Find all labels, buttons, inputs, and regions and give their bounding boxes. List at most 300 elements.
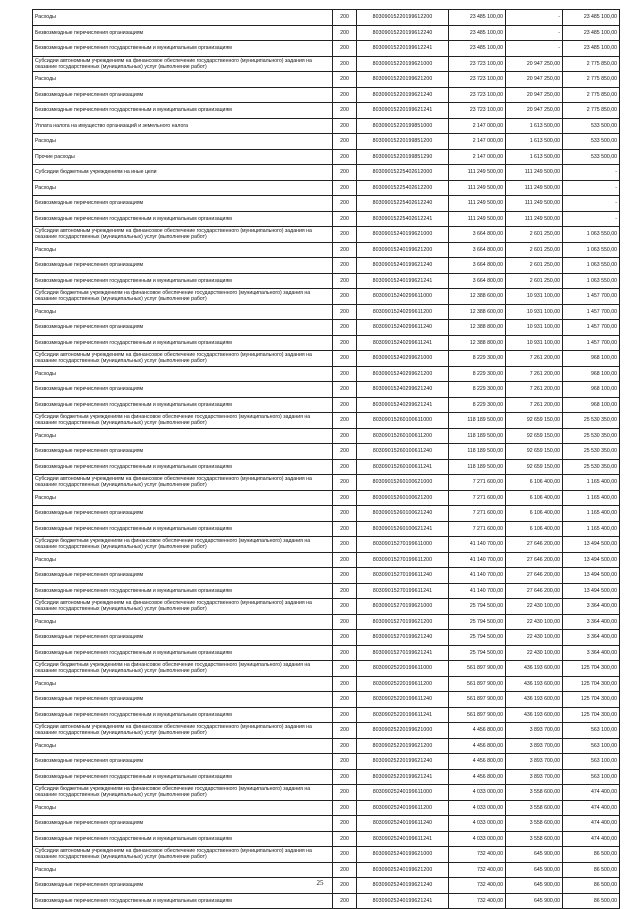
row-unexecuted-amount-cell: 2 775 850,00 <box>563 56 620 72</box>
row-name-cell: Субсидии бюджетным учреждениям на финансовое обеспечение государственного (муниципального) задания на оказание государственных (муниципальных) услуг (выполнение работ) <box>33 413 333 429</box>
row-name-cell: Безвозмездные перечисления организациям <box>33 692 333 708</box>
table-row <box>33 428 620 444</box>
row-unexecuted-amount-cell: 563 100,00 <box>563 738 620 754</box>
row-executed-amount-cell: 111 249 500,00 <box>506 165 563 181</box>
row-approved-amount-cell: 732 400,00 <box>449 878 506 894</box>
row-executed-amount-cell: 92 659 150,00 <box>506 444 563 460</box>
row-budget-code-cell: 80309025240199621200 <box>357 862 449 878</box>
row-code-cell: 200 <box>333 165 357 181</box>
row-unexecuted-amount-cell: 474 400,00 <box>563 785 620 801</box>
row-name-cell: Безвозмездные перечисления государственным и муниципальным организациям <box>33 645 333 661</box>
row-code-cell: 200 <box>333 56 357 72</box>
row-name-cell: Субсидии бюджетным учреждениям на финансовое обеспечение государственного (муниципального) задания на оказание государственных (муниципальных) услуг (выполнение работ) <box>33 537 333 553</box>
table-row <box>33 754 620 770</box>
table-row <box>33 335 620 351</box>
row-name-cell: Безвозмездные перечисления государственным и муниципальным организациям <box>33 831 333 847</box>
row-unexecuted-amount-cell: 125 704 300,00 <box>563 661 620 677</box>
table-row <box>33 304 620 320</box>
row-code-cell: 200 <box>333 785 357 801</box>
row-name-cell: Безвозмездные перечисления организациям <box>33 258 333 274</box>
row-approved-amount-cell: 8 229 300,00 <box>449 351 506 367</box>
row-unexecuted-amount-cell: 125 704 300,00 <box>563 692 620 708</box>
row-budget-code-cell: 80309015220199621000 <box>357 56 449 72</box>
table-row <box>33 723 620 739</box>
row-unexecuted-amount-cell: 25 530 350,00 <box>563 444 620 460</box>
row-approved-amount-cell: 111 249 500,00 <box>449 211 506 227</box>
row-code-cell: 200 <box>333 25 357 41</box>
row-approved-amount-cell: 41 140 700,00 <box>449 552 506 568</box>
row-code-cell: 200 <box>333 878 357 894</box>
row-unexecuted-amount-cell: 533 500,00 <box>563 149 620 165</box>
row-unexecuted-amount-cell: 13 494 500,00 <box>563 568 620 584</box>
row-executed-amount-cell: 10 931 100,00 <box>506 320 563 336</box>
table-row <box>33 506 620 522</box>
table-row <box>33 149 620 165</box>
row-code-cell: 200 <box>333 320 357 336</box>
row-budget-code-cell: 80309015240299621241 <box>357 397 449 413</box>
row-unexecuted-amount-cell: 1 457 700,00 <box>563 320 620 336</box>
row-budget-code-cell: 80309015240299611000 <box>357 289 449 305</box>
row-unexecuted-amount-cell: 125 704 300,00 <box>563 676 620 692</box>
row-name-cell: Расходы <box>33 428 333 444</box>
row-approved-amount-cell: 23 485 100,00 <box>449 10 506 26</box>
row-budget-code-cell: 80309015220199851290 <box>357 149 449 165</box>
row-budget-code-cell: 80309025240199611240 <box>357 816 449 832</box>
row-budget-code-cell: 80309025240199621241 <box>357 893 449 909</box>
row-executed-amount-cell: 7 261 200,00 <box>506 382 563 398</box>
row-executed-amount-cell: 2 601 250,00 <box>506 258 563 274</box>
row-executed-amount-cell: 2 601 250,00 <box>506 242 563 258</box>
table-row <box>33 56 620 72</box>
row-executed-amount-cell: 111 249 500,00 <box>506 180 563 196</box>
row-budget-code-cell: 80309015225402612241 <box>357 211 449 227</box>
row-name-cell: Безвозмездные перечисления организациям <box>33 568 333 584</box>
table-row <box>33 134 620 150</box>
row-approved-amount-cell: 23 723 100,00 <box>449 56 506 72</box>
row-name-cell: Безвозмездные перечисления государственным и муниципальным организациям <box>33 769 333 785</box>
row-approved-amount-cell: 732 400,00 <box>449 847 506 863</box>
row-name-cell: Безвозмездные перечисления государственным и муниципальным организациям <box>33 707 333 723</box>
row-approved-amount-cell: 4 033 000,00 <box>449 785 506 801</box>
row-approved-amount-cell: 561 897 900,00 <box>449 661 506 677</box>
row-budget-code-cell: 80309015220199851000 <box>357 118 449 134</box>
row-approved-amount-cell: 23 723 100,00 <box>449 103 506 119</box>
row-name-cell: Безвозмездные перечисления государственным и муниципальным организациям <box>33 521 333 537</box>
table-row <box>33 382 620 398</box>
row-unexecuted-amount-cell: 25 530 350,00 <box>563 413 620 429</box>
row-approved-amount-cell: 2 147 000,00 <box>449 118 506 134</box>
page-number: 25 <box>316 879 324 887</box>
row-executed-amount-cell: 3 893 700,00 <box>506 723 563 739</box>
row-unexecuted-amount-cell: 3 364 400,00 <box>563 630 620 646</box>
row-name-cell: Расходы <box>33 490 333 506</box>
row-approved-amount-cell: 3 664 800,00 <box>449 242 506 258</box>
table-row <box>33 180 620 196</box>
row-unexecuted-amount-cell: 474 400,00 <box>563 800 620 816</box>
row-approved-amount-cell: 732 400,00 <box>449 862 506 878</box>
row-code-cell: 200 <box>333 242 357 258</box>
row-code-cell: 200 <box>333 645 357 661</box>
row-code-cell: 200 <box>333 599 357 615</box>
row-unexecuted-amount-cell: - <box>563 165 620 181</box>
row-budget-code-cell: 80309025220199611240 <box>357 692 449 708</box>
row-approved-amount-cell: 12 388 800,00 <box>449 335 506 351</box>
row-approved-amount-cell: 23 723 100,00 <box>449 72 506 88</box>
row-executed-amount-cell: 27 646 200,00 <box>506 552 563 568</box>
row-executed-amount-cell: 22 430 100,00 <box>506 599 563 615</box>
row-code-cell: 200 <box>333 506 357 522</box>
row-budget-code-cell: 80309015260100621240 <box>357 506 449 522</box>
row-code-cell: 200 <box>333 614 357 630</box>
row-name-cell: Безвозмездные перечисления организациям <box>33 878 333 894</box>
row-unexecuted-amount-cell: 1 457 700,00 <box>563 289 620 305</box>
row-name-cell: Безвозмездные перечисления организациям <box>33 320 333 336</box>
row-unexecuted-amount-cell: 474 400,00 <box>563 816 620 832</box>
row-unexecuted-amount-cell: 1 165 400,00 <box>563 521 620 537</box>
row-code-cell: 200 <box>333 738 357 754</box>
row-approved-amount-cell: 2 147 000,00 <box>449 149 506 165</box>
row-approved-amount-cell: 7 271 600,00 <box>449 506 506 522</box>
table-row <box>33 258 620 274</box>
row-unexecuted-amount-cell: 1 063 550,00 <box>563 242 620 258</box>
row-budget-code-cell: 80309015240299611240 <box>357 320 449 336</box>
row-code-cell: 200 <box>333 304 357 320</box>
row-executed-amount-cell: 1 613 500,00 <box>506 149 563 165</box>
row-approved-amount-cell: 118 189 500,00 <box>449 413 506 429</box>
row-approved-amount-cell: 118 189 500,00 <box>449 428 506 444</box>
table-row <box>33 165 620 181</box>
row-code-cell: 200 <box>333 676 357 692</box>
row-budget-code-cell: 80309025220199611000 <box>357 661 449 677</box>
row-approved-amount-cell: 8 229 300,00 <box>449 397 506 413</box>
row-unexecuted-amount-cell: 474 400,00 <box>563 831 620 847</box>
row-budget-code-cell: 80309015240299621240 <box>357 382 449 398</box>
table-row <box>33 41 620 57</box>
row-approved-amount-cell: 111 249 500,00 <box>449 165 506 181</box>
row-name-cell: Расходы <box>33 10 333 26</box>
row-code-cell: 200 <box>333 862 357 878</box>
row-approved-amount-cell: 4 033 000,00 <box>449 816 506 832</box>
table-row <box>33 800 620 816</box>
row-unexecuted-amount-cell: 3 364 400,00 <box>563 645 620 661</box>
row-executed-amount-cell: 111 249 500,00 <box>506 211 563 227</box>
row-name-cell: Безвозмездные перечисления организациям <box>33 382 333 398</box>
row-code-cell: 200 <box>333 289 357 305</box>
table-row <box>33 351 620 367</box>
row-budget-code-cell: 80309015260100621000 <box>357 475 449 491</box>
row-unexecuted-amount-cell: 968 100,00 <box>563 351 620 367</box>
row-name-cell: Расходы <box>33 614 333 630</box>
row-budget-code-cell: 80309015240199621000 <box>357 227 449 243</box>
table-row <box>33 769 620 785</box>
row-name-cell: Безвозмездные перечисления организациям <box>33 816 333 832</box>
row-executed-amount-cell: 7 261 200,00 <box>506 366 563 382</box>
row-name-cell: Безвозмездные перечисления государственным и муниципальным организациям <box>33 103 333 119</box>
row-unexecuted-amount-cell: 125 704 300,00 <box>563 707 620 723</box>
row-executed-amount-cell: 645 900,00 <box>506 862 563 878</box>
row-unexecuted-amount-cell: 3 364 400,00 <box>563 599 620 615</box>
row-approved-amount-cell: 561 897 900,00 <box>449 692 506 708</box>
row-unexecuted-amount-cell: 563 100,00 <box>563 769 620 785</box>
row-executed-amount-cell: 10 931 100,00 <box>506 335 563 351</box>
row-approved-amount-cell: 561 897 900,00 <box>449 676 506 692</box>
row-budget-code-cell: 80309025220199611200 <box>357 676 449 692</box>
table-row <box>33 614 620 630</box>
row-code-cell: 200 <box>333 397 357 413</box>
row-executed-amount-cell: 1 613 500,00 <box>506 118 563 134</box>
row-executed-amount-cell: 3 893 700,00 <box>506 754 563 770</box>
table-row <box>33 847 620 863</box>
row-name-cell: Безвозмездные перечисления государственным и муниципальным организациям <box>33 583 333 599</box>
row-code-cell: 200 <box>333 227 357 243</box>
row-executed-amount-cell: 436 193 600,00 <box>506 692 563 708</box>
row-budget-code-cell: 80309025240199621000 <box>357 847 449 863</box>
row-code-cell: 200 <box>333 72 357 88</box>
row-executed-amount-cell: 6 106 400,00 <box>506 521 563 537</box>
row-unexecuted-amount-cell: 13 494 500,00 <box>563 552 620 568</box>
row-budget-code-cell: 80309015260100621200 <box>357 490 449 506</box>
row-unexecuted-amount-cell: 1 165 400,00 <box>563 506 620 522</box>
row-approved-amount-cell: 41 140 700,00 <box>449 568 506 584</box>
row-unexecuted-amount-cell: 3 364 400,00 <box>563 614 620 630</box>
table-row <box>33 459 620 475</box>
row-name-cell: Субсидии автономным учреждениям на финансовое обеспечение государственного (муниципального) задания на оказание государственных (муниципальных) услуг (выполнение работ) <box>33 599 333 615</box>
row-budget-code-cell: 80309025240199621240 <box>357 878 449 894</box>
row-approved-amount-cell: 25 794 500,00 <box>449 614 506 630</box>
row-name-cell: Прочие расходы <box>33 149 333 165</box>
table-row <box>33 72 620 88</box>
row-executed-amount-cell: 3 893 700,00 <box>506 738 563 754</box>
row-unexecuted-amount-cell: 1 457 700,00 <box>563 335 620 351</box>
row-unexecuted-amount-cell: 23 485 100,00 <box>563 41 620 57</box>
row-approved-amount-cell: 4 033 000,00 <box>449 800 506 816</box>
row-executed-amount-cell: 645 900,00 <box>506 847 563 863</box>
row-code-cell: 200 <box>333 444 357 460</box>
row-unexecuted-amount-cell: 968 100,00 <box>563 382 620 398</box>
row-code-cell: 200 <box>333 692 357 708</box>
row-unexecuted-amount-cell: 25 530 350,00 <box>563 459 620 475</box>
row-unexecuted-amount-cell: 2 775 850,00 <box>563 72 620 88</box>
row-code-cell: 200 <box>333 196 357 212</box>
row-budget-code-cell: 80309015270199611240 <box>357 568 449 584</box>
row-unexecuted-amount-cell: 1 063 550,00 <box>563 258 620 274</box>
row-name-cell: Расходы <box>33 180 333 196</box>
row-approved-amount-cell: 732 400,00 <box>449 893 506 909</box>
row-code-cell: 200 <box>333 10 357 26</box>
table-row <box>33 211 620 227</box>
table-row <box>33 320 620 336</box>
row-name-cell: Расходы <box>33 552 333 568</box>
row-approved-amount-cell: 118 189 500,00 <box>449 459 506 475</box>
row-budget-code-cell: 80309015260100611241 <box>357 459 449 475</box>
row-unexecuted-amount-cell: - <box>563 211 620 227</box>
row-unexecuted-amount-cell: 86 500,00 <box>563 862 620 878</box>
row-executed-amount-cell: 20 947 250,00 <box>506 103 563 119</box>
table-row <box>33 366 620 382</box>
row-name-cell: Расходы <box>33 800 333 816</box>
row-name-cell: Безвозмездные перечисления государственным и муниципальным организациям <box>33 335 333 351</box>
table-row <box>33 413 620 429</box>
row-budget-code-cell: 80309025220199621241 <box>357 769 449 785</box>
row-code-cell: 200 <box>333 769 357 785</box>
row-name-cell: Субсидии автономным учреждениям на финансовое обеспечение государственного (муниципального) задания на оказание государственных (муниципальных) услуг (выполнение работ) <box>33 227 333 243</box>
row-code-cell: 200 <box>333 413 357 429</box>
row-unexecuted-amount-cell: 25 530 350,00 <box>563 428 620 444</box>
table-row <box>33 537 620 553</box>
row-name-cell: Уплата налога на имущество организаций и земельного налога <box>33 118 333 134</box>
row-name-cell: Безвозмездные перечисления государственным и муниципальным организациям <box>33 893 333 909</box>
row-code-cell: 200 <box>333 180 357 196</box>
row-approved-amount-cell: 118 189 500,00 <box>449 444 506 460</box>
row-approved-amount-cell: 23 485 100,00 <box>449 41 506 57</box>
row-budget-code-cell: 80309025220199611241 <box>357 707 449 723</box>
row-name-cell: Расходы <box>33 862 333 878</box>
row-code-cell: 200 <box>333 382 357 398</box>
row-executed-amount-cell: 111 249 500,00 <box>506 196 563 212</box>
row-unexecuted-amount-cell: 86 500,00 <box>563 893 620 909</box>
row-budget-code-cell: 80309015240299611200 <box>357 304 449 320</box>
row-executed-amount-cell: 3 893 700,00 <box>506 769 563 785</box>
row-code-cell: 200 <box>333 723 357 739</box>
table-row <box>33 661 620 677</box>
row-unexecuted-amount-cell: 23 485 100,00 <box>563 10 620 26</box>
row-name-cell: Безвозмездные перечисления организациям <box>33 506 333 522</box>
row-unexecuted-amount-cell: 1 165 400,00 <box>563 475 620 491</box>
row-executed-amount-cell: 6 106 400,00 <box>506 490 563 506</box>
row-unexecuted-amount-cell: 533 500,00 <box>563 134 620 150</box>
row-budget-code-cell: 80309015240299611241 <box>357 335 449 351</box>
row-code-cell: 200 <box>333 661 357 677</box>
row-name-cell: Субсидии автономным учреждениям на финансовое обеспечение государственного (муниципального) задания на оказание государственных (муниципальных) услуг (выполнение работ) <box>33 475 333 491</box>
row-unexecuted-amount-cell: 2 775 850,00 <box>563 103 620 119</box>
row-code-cell: 200 <box>333 847 357 863</box>
row-approved-amount-cell: 4 456 800,00 <box>449 723 506 739</box>
row-executed-amount-cell: 1 613 500,00 <box>506 134 563 150</box>
row-budget-code-cell: 80309015260100611240 <box>357 444 449 460</box>
row-budget-code-cell: 80309015225402612240 <box>357 196 449 212</box>
table-row <box>33 738 620 754</box>
row-unexecuted-amount-cell: 1 165 400,00 <box>563 490 620 506</box>
row-name-cell: Безвозмездные перечисления организациям <box>33 630 333 646</box>
row-approved-amount-cell: 7 271 600,00 <box>449 490 506 506</box>
row-executed-amount-cell: 22 430 100,00 <box>506 645 563 661</box>
row-executed-amount-cell: 92 659 150,00 <box>506 428 563 444</box>
table-row <box>33 568 620 584</box>
row-executed-amount-cell: 436 193 600,00 <box>506 676 563 692</box>
table-row <box>33 599 620 615</box>
row-approved-amount-cell: 23 485 100,00 <box>449 25 506 41</box>
row-code-cell: 200 <box>333 537 357 553</box>
row-budget-code-cell: 80309025220199621200 <box>357 738 449 754</box>
table-row <box>33 831 620 847</box>
table-row <box>33 862 620 878</box>
row-approved-amount-cell: 41 140 700,00 <box>449 537 506 553</box>
row-budget-code-cell: 80309025240199611000 <box>357 785 449 801</box>
row-name-cell: Безвозмездные перечисления государственным и муниципальным организациям <box>33 459 333 475</box>
row-executed-amount-cell: 3 558 600,00 <box>506 816 563 832</box>
row-budget-code-cell: 80309025240199611241 <box>357 831 449 847</box>
row-name-cell: Безвозмездные перечисления организациям <box>33 25 333 41</box>
row-code-cell: 200 <box>333 149 357 165</box>
row-code-cell: 200 <box>333 351 357 367</box>
row-name-cell: Безвозмездные перечисления организациям <box>33 87 333 103</box>
row-name-cell: Субсидии автономным учреждениям на финансовое обеспечение государственного (муниципального) задания на оказание государственных (муниципальных) услуг (выполнение работ) <box>33 351 333 367</box>
row-unexecuted-amount-cell: 1 063 550,00 <box>563 227 620 243</box>
row-unexecuted-amount-cell: 86 500,00 <box>563 878 620 894</box>
table-row <box>33 289 620 305</box>
row-code-cell: 200 <box>333 428 357 444</box>
row-name-cell: Расходы <box>33 304 333 320</box>
row-code-cell: 200 <box>333 459 357 475</box>
row-executed-amount-cell: 645 900,00 <box>506 893 563 909</box>
row-approved-amount-cell: 111 249 500,00 <box>449 180 506 196</box>
row-budget-code-cell: 80309015270199611200 <box>357 552 449 568</box>
row-approved-amount-cell: 3 664 800,00 <box>449 273 506 289</box>
row-executed-amount-cell: 20 947 250,00 <box>506 56 563 72</box>
row-executed-amount-cell: 7 261 200,00 <box>506 351 563 367</box>
row-approved-amount-cell: 3 664 800,00 <box>449 227 506 243</box>
row-unexecuted-amount-cell: 968 100,00 <box>563 397 620 413</box>
row-budget-code-cell: 80309015240299621000 <box>357 351 449 367</box>
row-budget-code-cell: 80309015220199621240 <box>357 87 449 103</box>
row-budget-code-cell: 80309015240299621200 <box>357 366 449 382</box>
row-name-cell: Безвозмездные перечисления государственным и муниципальным организациям <box>33 41 333 57</box>
row-name-cell: Расходы <box>33 242 333 258</box>
row-budget-code-cell: 80309015270199621240 <box>357 630 449 646</box>
row-approved-amount-cell: 111 249 500,00 <box>449 196 506 212</box>
table-row <box>33 10 620 26</box>
row-code-cell: 200 <box>333 893 357 909</box>
row-executed-amount-cell: 2 601 250,00 <box>506 227 563 243</box>
table-row <box>33 118 620 134</box>
row-executed-amount-cell: 10 931 100,00 <box>506 289 563 305</box>
row-executed-amount-cell: 2 601 250,00 <box>506 273 563 289</box>
row-executed-amount-cell: 7 261 200,00 <box>506 397 563 413</box>
row-name-cell: Субсидии бюджетным учреждениям на финансовое обеспечение государственного (муниципального) задания на оказание государственных (муниципальных) услуг (выполнение работ) <box>33 289 333 305</box>
table-row <box>33 521 620 537</box>
row-executed-amount-cell: 10 931 100,00 <box>506 304 563 320</box>
row-unexecuted-amount-cell: - <box>563 196 620 212</box>
row-unexecuted-amount-cell: 968 100,00 <box>563 366 620 382</box>
row-unexecuted-amount-cell: 13 494 500,00 <box>563 537 620 553</box>
row-budget-code-cell: 80309015240199621200 <box>357 242 449 258</box>
row-budget-code-cell: 80309015270199611241 <box>357 583 449 599</box>
row-executed-amount-cell: - <box>506 41 563 57</box>
row-approved-amount-cell: 3 664 800,00 <box>449 258 506 274</box>
table-row <box>33 444 620 460</box>
row-executed-amount-cell: 22 430 100,00 <box>506 630 563 646</box>
row-executed-amount-cell: 20 947 250,00 <box>506 72 563 88</box>
row-executed-amount-cell: 3 558 600,00 <box>506 800 563 816</box>
row-name-cell: Субсидии бюджетным учреждениям на финансовое обеспечение государственного (муниципального) задания на оказание государственных (муниципальных) услуг (выполнение работ) <box>33 661 333 677</box>
row-approved-amount-cell: 4 456 800,00 <box>449 738 506 754</box>
row-executed-amount-cell: 3 558 600,00 <box>506 831 563 847</box>
row-approved-amount-cell: 2 147 000,00 <box>449 134 506 150</box>
row-approved-amount-cell: 8 229 300,00 <box>449 382 506 398</box>
row-executed-amount-cell: 6 106 400,00 <box>506 506 563 522</box>
row-executed-amount-cell: 645 900,00 <box>506 878 563 894</box>
table-row <box>33 490 620 506</box>
row-code-cell: 200 <box>333 831 357 847</box>
row-name-cell: Безвозмездные перечисления государственным и муниципальным организациям <box>33 397 333 413</box>
table-body <box>33 10 620 909</box>
row-name-cell: Субсидии автономным учреждениям на финансовое обеспечение государственного (муниципального) задания на оказание государственных (муниципальных) услуг (выполнение работ) <box>33 847 333 863</box>
row-unexecuted-amount-cell: 563 100,00 <box>563 754 620 770</box>
row-approved-amount-cell: 4 456 800,00 <box>449 769 506 785</box>
row-name-cell: Безвозмездные перечисления государственным и муниципальным организациям <box>33 211 333 227</box>
table-row <box>33 87 620 103</box>
table-row <box>33 397 620 413</box>
